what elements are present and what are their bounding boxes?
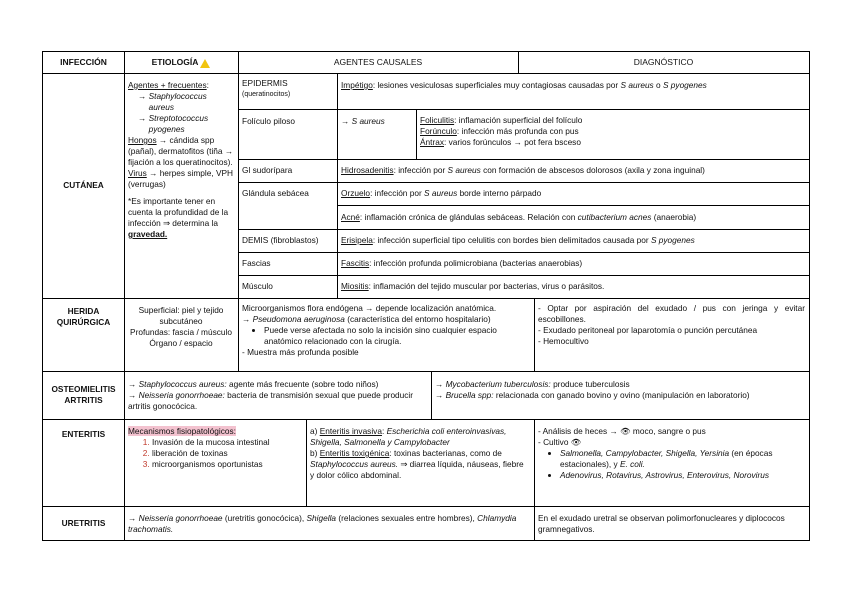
dermis-label: DEMIS (fibroblastos) (242, 235, 319, 245)
foliculo-label: Folículo piloso (242, 116, 296, 126)
fascias-label: Fascias (242, 258, 271, 268)
hidrosadenitis-text: Hidrosadenitis: infección por S aureus con formación de abscesos dolorosos (axila y zona inguinal) (341, 165, 705, 175)
row-label-osteomielitis: OSTEOMIELITIS ARTRITIS (51, 384, 116, 405)
header-diagnostico: DIAGNÓSTICO (633, 57, 694, 67)
header-infeccion: INFECCIÓN (60, 57, 107, 67)
uretritis-diagnostico: En el exudado uretral se observan polimorfonucleares y diplococos gramnegativos. (538, 513, 785, 534)
herida-agentes: Microorganismos flora endógena → depende localización anatómica. → Pseudomona aeruginosa (característica del entorno hospitalario) • Puede verse afectada no solo la incisión sino cualquier espacio anatómico relacionado con la cirugía. - Muestra más profunda posible (238, 301, 534, 371)
osteo-right: → Mycobacterium tuberculosis: produce tuberculosis → Brucella spp: relacionada con ganado bovino y ovino (manipulación en laboratorio) (435, 379, 750, 400)
erisipela-text: Erisipela: infección superficial tipo celulitis con bordes bien delimitados causada por S pyogenes (341, 235, 695, 245)
fascitis-text: Fascitis: infección profunda polimicrobiana (bacterias anaerobias) (341, 258, 583, 268)
row-label-enteritis: ENTERITIS (61, 429, 106, 439)
row-label-cutanea: CUTÁNEA (63, 180, 104, 190)
acne-text: Acné: inflamación crónica de glándulas sebáceas. Relación con cutibacterium acnes (anaerobia) (341, 211, 697, 222)
herida-diagnostico: - Optar por aspiración del exudado / pus con jeringa y evitar escobillones. - Exudado peritoneal por laparotomía o punción percutánea - Hemocultivo (538, 303, 805, 346)
impetigo-text: Impétigo: lesiones vesiculosas superficiales muy contagiosas causadas por S aureus o S pyogenes (341, 80, 707, 90)
epidermis-label: EPIDERMIS (queratinocitos) (242, 78, 291, 98)
herida-etiologia: Superficial: piel y tejido subcutáneo Profundas: fascia / músculo Órgano / espacio (130, 305, 232, 348)
header-etiologia: ETIOLOGÍA (124, 52, 238, 73)
row-label-uretritis: URETRITIS (61, 517, 106, 528)
infection-table (42, 51, 810, 541)
cutanea-etiologia: Agentes + frecuentes: → Staphylococcus aureus → Streptotococcus pyogenes Hongos → cándida spp (pañal), dermatofitos (tiña → fijación a los queratinocitos). Virus → herpes simple, VPH (verrugas) *Es importante tener en cuenta la profundidad de la infección ⇒ determina la gravedad. (128, 80, 234, 239)
miositis-text: Miositis: inflamación del tejido muscular por bacterias, virus o parásitos. (341, 281, 605, 291)
sebacea-label: Glándula sebácea (242, 188, 309, 198)
enteritis-diagnostico: - Análisis de heces → 👁 moco, sangre o pus - Cultivo 👁 • Salmonella, Campylobacter, Shigella, Yersinia (en épocas estacionales), y E. coli. • Adenovirus, Rotavirus, Astrovirus, Enterovirus, Norovirus (534, 424, 809, 506)
foliculo-agent: → S aureus (341, 116, 385, 126)
orzuelo-text: Orzuelo: infección por S aureus borde interno párpado (341, 188, 542, 198)
mecanismos-list: 1. Invasión de la mucosa intestinal 2. liberación de toxinas 3. microorganismos oportunistas (128, 437, 302, 470)
foliculo-detail: Foliculitis: inflamación superficial del folículo Forúnculo: infección más profunda con pus Ántrax: varios forúnculos → pot fera bsceso (420, 115, 583, 147)
header-agentes: AGENTES CAUSALES (333, 57, 423, 67)
sudoripara-label: Gl sudorípara (242, 165, 293, 175)
enteritis-mecanismos: Mecanismos fisiopatológicos: 1. Invasión de la mucosa intestinal 2. liberación de toxinas 3. microorganismos oportunistas (124, 424, 306, 506)
enteritis-agentes: a) Enteritis invasiva: Escherichia coli enteroinvasivas, Shigella, Salmonella y Campylobacter b) Enteritis toxigénica: toxinas bacterianas, como de Staphylococcus aureus. ⇒ diarrea líquida, náuseas, fiebre y dolor cólico abdominal. (310, 426, 524, 480)
musculo-label: Músculo (242, 281, 273, 291)
uretritis-agentes: → Neisseria gonorrhoeae (uretritis gonocócica), Shigella (relaciones sexuales entre hombres), Chlamydia trachomatis. (128, 513, 517, 534)
osteo-left: → Staphylococcus aureus: agente más frecuente (sobre todo niños) → Neisseria gonorrhoeae: bacteria de transmisión sexual que puede producir artritis gonocócica. (128, 379, 414, 411)
warning-icon (200, 59, 210, 68)
row-label-herida: HERIDA QUIRÚRGICA (56, 306, 111, 327)
